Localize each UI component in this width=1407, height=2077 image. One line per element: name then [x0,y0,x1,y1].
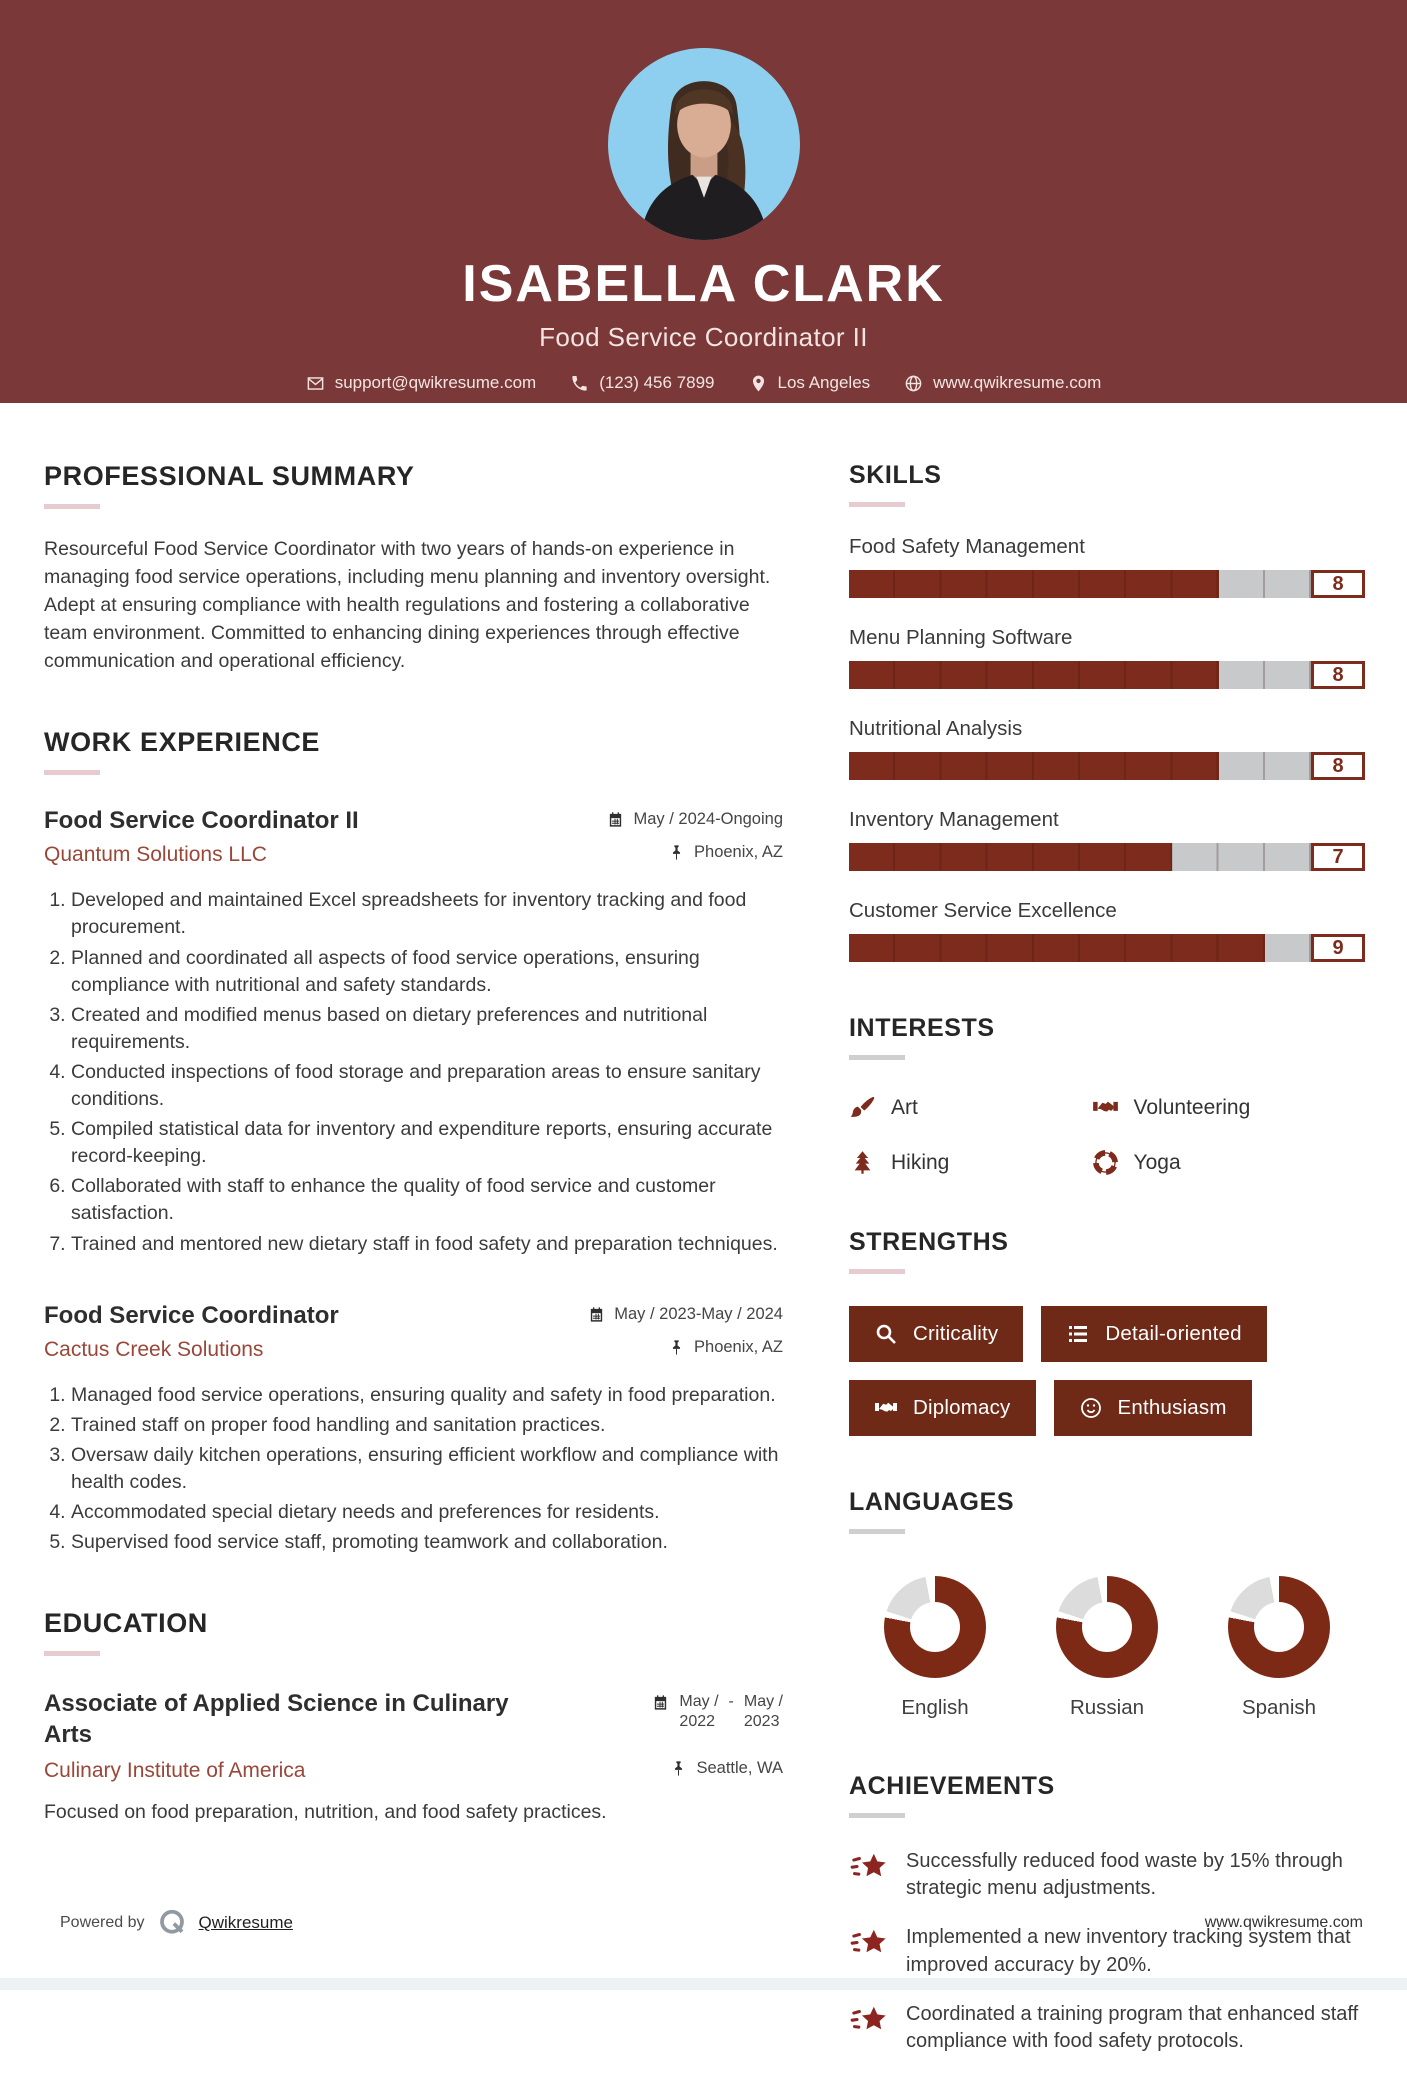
skill-track [849,570,1311,598]
candidate-title: Food Service Coordinator II [539,322,868,352]
skill-item [849,808,1365,871]
contact-email-label: support@qwikresume.com [334,373,537,392]
skill-fill [849,752,1219,780]
qwikresume-logo-icon [157,1908,187,1938]
job-bullet-list [44,1382,783,1557]
contact-phone-label: (123) 456 7899 [599,373,715,392]
section-skills [849,461,1365,962]
heading-underline [849,1055,905,1060]
skills-heading: SKILLS [849,461,942,489]
heading-underline [849,1813,905,1818]
left-column [44,461,783,1824]
job-date-label: May / 2024-Ongoing [633,810,783,829]
skill-fill [849,570,1219,598]
contact-location-label: Los Angeles [777,373,871,392]
body-columns [0,403,1407,2077]
pushpin-icon [670,1760,687,1777]
interest-item [849,1149,1092,1176]
language-donut-chart [1228,1576,1330,1678]
qwikresume-link[interactable]: Qwikresume [198,1913,293,1932]
job-bullet: 5. Supervised food service staff, promoting teamwork and collaboration. [71,1529,783,1556]
profile-photo [608,48,800,240]
interest-label: Yoga [1133,1150,1181,1174]
language-item [1228,1576,1330,1720]
job-bullet: 4. Conducted inspections of food storage and preparation areas to ensure sanitary conditions. [71,1059,783,1113]
education-school: Culinary Institute of America [44,1758,306,1782]
footer [60,1908,1363,1938]
magnifier-icon [874,1322,898,1346]
map-pin-icon [749,374,768,393]
skill-fill [849,661,1219,689]
handshake-icon [1092,1094,1119,1121]
job-bullet: 2. Trained staff on proper food handling and sanitation practices. [71,1412,783,1439]
achievement-text: Successfully reduced food waste by 15% through strategic menu adjustments. [906,1850,1343,1900]
profile-photo-image [608,48,800,240]
strength-label: Detail-oriented [1105,1322,1242,1345]
skill-fill [849,843,1172,871]
job-bullet: 1. Developed and maintained Excel spreadsheets for inventory tracking and food procurement. [71,887,783,941]
skill-name: Food Safety Management [849,535,1085,558]
job-location [668,843,783,862]
skill-fill [849,934,1265,962]
skill-bar [849,661,1365,689]
pushpin-icon [668,1339,685,1356]
strength-label: Criticality [913,1322,999,1345]
skill-bar [849,752,1365,780]
job-company: Cactus Creek Solutions [44,1337,264,1361]
skill-name: Nutritional Analysis [849,717,1023,740]
heading-underline [44,770,100,775]
heading-underline [44,1651,100,1656]
lifebuoy-icon [1092,1149,1119,1176]
contact-row [0,373,1407,393]
education-location [670,1759,783,1778]
skill-bar [849,570,1365,598]
heading-underline [849,1529,905,1534]
language-donut-chart [1056,1576,1158,1678]
achievements-list [849,1848,1365,2055]
job-bullet: 3. Created and modified menus based on dietary preferences and nutritional requirements. [71,1002,783,1056]
skill-track [849,752,1311,780]
strength-badge [1054,1380,1252,1436]
skill-name: Inventory Management [849,808,1059,831]
shooting-star-icon [849,2001,889,2055]
achievement-item [849,1848,1365,1902]
calendar-icon [607,811,624,828]
section-strengths [849,1228,1365,1436]
summary-text: Resourceful Food Service Coordinator with two years of hands-on experience in managing food service operations, including menu planning and inventory oversight. Adept at ensuring compliance with health regulations and fostering a collaborative team environment. Committed to enhancing dining experiences through effective communication and operational efficiency. [44,538,771,673]
skill-item [849,626,1365,689]
language-item [1056,1576,1158,1720]
handshake-icon [874,1396,898,1420]
degree-title: Associate of Applied Science in Culinary Arts [44,1690,509,1749]
calendar-icon [652,1694,669,1711]
strength-badge [849,1306,1023,1362]
job-bullet: 4. Accommodated special dietary needs and preferences for residents. [71,1499,783,1526]
language-label: Russian [1069,1696,1145,1719]
skill-item [849,535,1365,598]
interest-item [1092,1149,1365,1176]
language-label: English [901,1696,969,1719]
language-label: Spanish [1241,1696,1317,1719]
job-entry [44,1302,783,1557]
strength-label: Enthusiasm [1117,1396,1227,1419]
achievement-item [849,2001,1365,2055]
education-date-start: May / 2022 [679,1693,719,1731]
education-dates [652,1692,783,1732]
skill-bar [849,843,1365,871]
strengths-heading: STRENGTHS [849,1228,1009,1256]
globe-icon [904,374,923,393]
job-date-label: May / 2023-May / 2024 [614,1304,783,1323]
contact-phone[interactable] [570,373,714,393]
achievements-heading: ACHIEVEMENTS [849,1772,1055,1800]
strength-badge [1041,1306,1266,1362]
job-bullet: 2. Planned and coordinated all aspects of food service operations, ensuring compliance with nutritional and safety standards. [71,945,783,999]
education-description: Focused on food preparation, nutrition, and food safety practices. [44,1800,607,1823]
contact-location [749,373,871,393]
strengths-list [849,1306,1365,1436]
summary-heading: PROFESSIONAL SUMMARY [44,461,415,491]
heading-underline [849,1269,905,1274]
contact-website[interactable] [904,373,1101,393]
job-location [668,1338,783,1357]
job-date [588,1305,783,1324]
job-location-label: Phoenix, AZ [694,1337,783,1356]
interest-item [849,1094,1092,1121]
skill-level-badge: 8 [1311,661,1365,689]
paintbrush-icon [849,1094,876,1121]
skill-name: Customer Service Excellence [849,899,1117,922]
skill-level-badge: 7 [1311,843,1365,871]
job-bullet: 3. Oversaw daily kitchen operations, ensuring efficient workflow and compliance with health codes. [71,1442,783,1496]
job-entry [44,807,783,1257]
skill-name: Menu Planning Software [849,626,1073,649]
section-work-experience [44,727,783,1556]
section-languages [849,1488,1365,1720]
language-item [884,1576,986,1720]
pushpin-icon [668,844,685,861]
strength-badge [849,1380,1036,1436]
work-heading: WORK EXPERIENCE [44,727,321,758]
interests-heading: INTERESTS [849,1014,995,1042]
section-education [44,1608,783,1823]
job-company: Quantum Solutions LLC [44,843,267,867]
strength-label: Diplomacy [913,1396,1011,1419]
job-bullet: 7. Trained and mentored new dietary staff in food safety and preparation techniques. [71,1231,783,1258]
heading-underline [849,502,905,507]
job-date [607,810,783,829]
skill-level-badge: 9 [1311,934,1365,962]
achievement-text: Coordinated a training program that enhanced staff compliance with food safety protocols. [906,2002,1359,2052]
education-date-end: May / 2023 [743,1693,783,1731]
skill-track [849,934,1311,962]
skill-bar [849,934,1365,962]
section-professional-summary [44,461,783,675]
right-column [849,461,1365,2077]
interest-item [1092,1094,1365,1121]
calendar-icon [588,1306,605,1323]
skill-level-badge: 8 [1311,752,1365,780]
interest-label: Art [891,1095,918,1119]
candidate-name: ISABELLA CLARK [462,255,945,313]
languages-heading: LANGUAGES [849,1488,1015,1516]
skill-item [849,899,1365,962]
heading-underline [44,504,100,509]
skill-item [849,717,1365,780]
education-heading: EDUCATION [44,1608,208,1639]
smiley-icon [1079,1396,1103,1420]
job-bullet: 6. Collaborated with staff to enhance the quality of food service and customer satisfaction. [71,1173,783,1227]
pine-tree-icon [849,1149,876,1176]
phone-icon [570,374,589,393]
job-location-label: Phoenix, AZ [694,843,783,862]
education-date-separator: - [728,1693,734,1711]
skill-level-badge: 8 [1311,570,1365,598]
education-location-label: Seattle, WA [696,1758,783,1777]
header [0,0,1407,403]
powered-by [60,1908,293,1938]
interest-label: Volunteering [1133,1095,1251,1119]
contact-email[interactable] [306,373,537,393]
job-bullet: 1. Managed food service operations, ensuring quality and safety in food preparation. [71,1382,783,1409]
job-bullet-list [44,887,783,1257]
language-donut-chart [884,1576,986,1678]
list-icon [1066,1322,1090,1346]
skill-track [849,661,1311,689]
powered-by-label: Powered by [60,1914,145,1931]
education-entry [44,1688,783,1823]
section-interests [849,1014,1365,1176]
skill-track [849,843,1311,871]
languages-grid [849,1576,1365,1720]
interest-label: Hiking [891,1150,950,1174]
job-title: Food Service Coordinator [44,1301,339,1329]
interests-grid [849,1094,1365,1176]
bottom-strip [0,1978,1407,1990]
job-title: Food Service Coordinator II [44,807,359,835]
envelope-icon [306,374,325,393]
job-bullet: 5. Compiled statistical data for inventory and expenditure reports, ensuring accurate record-keeping. [71,1116,783,1170]
achievement-text: Implemented a new inventory tracking system that improved accuracy by 20%. [906,1926,1351,1976]
shooting-star-icon [849,1848,889,1902]
contact-website-label: www.qwikresume.com [933,373,1102,392]
footer-website-link[interactable]: www.qwikresume.com [1204,1914,1363,1931]
